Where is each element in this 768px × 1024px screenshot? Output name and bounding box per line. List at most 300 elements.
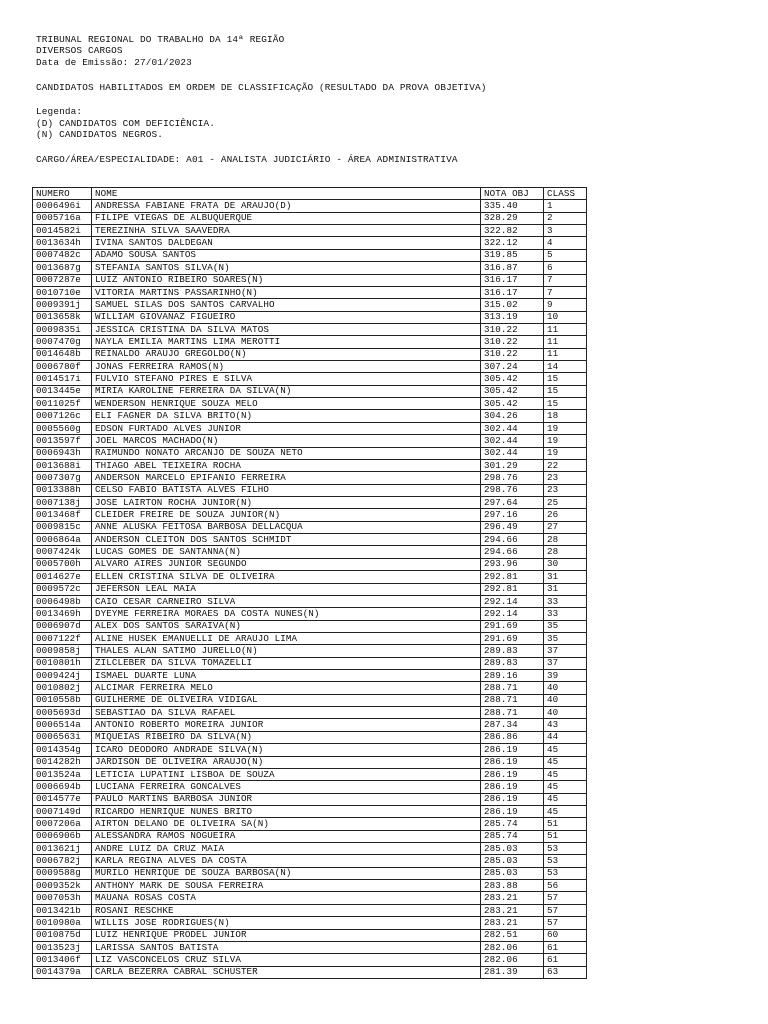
cell-numero: 0007126c (33, 410, 92, 422)
cell-nota-obj: 286.19 (481, 805, 544, 817)
table-row (33, 941, 587, 953)
cell-nota-obj: 302.44 (481, 422, 544, 434)
table-row (33, 682, 587, 694)
cell-nota-obj: 289.16 (481, 670, 544, 682)
table-row (33, 422, 587, 434)
table-row (33, 818, 587, 830)
cell-numero: 0010710e (33, 286, 92, 298)
cell-class: 45 (544, 756, 587, 768)
cell-class: 45 (544, 768, 587, 780)
table-row (33, 843, 587, 855)
cell-nota-obj: 316.17 (481, 286, 544, 298)
cell-numero: 0006864a (33, 534, 92, 546)
cell-class: 15 (544, 385, 587, 397)
cell-class: 18 (544, 410, 587, 422)
cell-nota-obj: 283.21 (481, 892, 544, 904)
cell-nota-obj: 316.87 (481, 262, 544, 274)
cell-nota-obj: 305.42 (481, 385, 544, 397)
table-row (33, 311, 587, 323)
cell-numero: 0007307g (33, 472, 92, 484)
cell-numero: 0013597f (33, 435, 92, 447)
cell-nota-obj: 322.12 (481, 237, 544, 249)
cell-class: 33 (544, 608, 587, 620)
cell-nome: NAYLA EMILIA MARTINS LIMA MEROTTI (92, 336, 481, 348)
cell-nota-obj: 316.17 (481, 274, 544, 286)
cell-nota-obj: 302.44 (481, 435, 544, 447)
cell-nome: RAIMUNDO NONATO ARCANJO DE SOUZA NETO (92, 447, 481, 459)
table-row (33, 336, 587, 348)
cell-nome: LUIZ HENRIQUE PRODEL JUNIOR (92, 929, 481, 941)
cell-class: 60 (544, 929, 587, 941)
cell-nota-obj: 292.81 (481, 571, 544, 583)
table-row (33, 534, 587, 546)
cell-nota-obj: 285.74 (481, 818, 544, 830)
table-row (33, 249, 587, 261)
cell-nota-obj: 285.03 (481, 867, 544, 879)
cell-class: 7 (544, 274, 587, 286)
cell-numero: 0013523j (33, 941, 92, 953)
cell-nota-obj: 286.19 (481, 781, 544, 793)
cell-nome: ANDRE LUIZ DA CRUZ MAIA (92, 843, 481, 855)
cell-numero: 0006907d (33, 620, 92, 632)
cell-nota-obj: 292.81 (481, 583, 544, 595)
table-row (33, 632, 587, 644)
cell-nota-obj: 298.76 (481, 472, 544, 484)
cell-numero: 0013621j (33, 843, 92, 855)
cell-class: 51 (544, 818, 587, 830)
cell-numero: 0010558b (33, 694, 92, 706)
cell-nota-obj: 297.16 (481, 509, 544, 521)
cell-class: 15 (544, 398, 587, 410)
table-row (33, 546, 587, 558)
table-row (33, 410, 587, 422)
cell-nome: THIAGO ABEL TEIXEIRA ROCHA (92, 459, 481, 471)
cell-class: 11 (544, 323, 587, 335)
cell-nota-obj: 319.85 (481, 249, 544, 261)
cell-nome: LIZ VASCONCELOS CRUZ SILVA (92, 954, 481, 966)
cell-nota-obj: 322.82 (481, 225, 544, 237)
table-row (33, 225, 587, 237)
cell-class: 53 (544, 867, 587, 879)
cell-numero: 0006694b (33, 781, 92, 793)
cell-nota-obj: 292.14 (481, 595, 544, 607)
cell-nome: CAIO CESAR CARNEIRO SILVA (92, 595, 481, 607)
cell-numero: 0014648b (33, 348, 92, 360)
cell-nota-obj: 297.64 (481, 496, 544, 508)
cell-class: 31 (544, 583, 587, 595)
cell-nota-obj: 283.21 (481, 904, 544, 916)
cell-nota-obj: 313.19 (481, 311, 544, 323)
cell-nome: ROSANI RESCHKE (92, 904, 481, 916)
table-row (33, 670, 587, 682)
cell-numero: 0014517i (33, 373, 92, 385)
cell-numero: 0010980a (33, 917, 92, 929)
cell-nome: PAULO MARTINS BARBOSA JUNIOR (92, 793, 481, 805)
cell-class: 27 (544, 521, 587, 533)
cell-nota-obj: 305.42 (481, 398, 544, 410)
table-row (33, 929, 587, 941)
cell-numero: 0013687g (33, 262, 92, 274)
cell-nome: WENDERSON HENRIQUE SOUZA MELO (92, 398, 481, 410)
cell-nome: JONAS FERREIRA RAMOS(N) (92, 361, 481, 373)
cell-nota-obj: 292.14 (481, 608, 544, 620)
cell-class: 19 (544, 435, 587, 447)
cell-class: 23 (544, 472, 587, 484)
cell-class: 39 (544, 670, 587, 682)
cell-nota-obj: 286.19 (481, 768, 544, 780)
table-row (33, 583, 587, 595)
cell-nota-obj: 293.96 (481, 558, 544, 570)
cell-nome: ELI FAGNER DA SILVA BRITO(N) (92, 410, 481, 422)
cell-numero: 0010802j (33, 682, 92, 694)
cell-class: 31 (544, 571, 587, 583)
institution-name: TRIBUNAL REGIONAL DO TRABALHO DA 14ª REGIÃO (36, 34, 285, 45)
table-row (33, 509, 587, 521)
table-header-row (33, 188, 587, 200)
cell-nota-obj: 285.03 (481, 843, 544, 855)
table-row (33, 484, 587, 496)
table-row (33, 385, 587, 397)
cell-nome: ALEX DOS SANTOS SARAIVA(N) (92, 620, 481, 632)
cell-nome: ANTHONY MARK DE SOUSA FERREIRA (92, 880, 481, 892)
cell-nota-obj: 282.51 (481, 929, 544, 941)
cell-nota-obj: 294.66 (481, 546, 544, 558)
cell-nome: CELSO FABIO BATISTA ALVES FILHO (92, 484, 481, 496)
cell-class: 4 (544, 237, 587, 249)
document-subtitle: DIVERSOS CARGOS (36, 45, 123, 56)
table-row (33, 398, 587, 410)
table-row (33, 744, 587, 756)
legend-title: Legenda: (36, 106, 83, 117)
cell-class: 28 (544, 546, 587, 558)
table-row (33, 620, 587, 632)
cell-nome: ANNE ALUSKA FEITOSA BARBOSA DELLACQUA (92, 521, 481, 533)
cell-class: 33 (544, 595, 587, 607)
cell-nome: ELLEN CRISTINA SILVA DE OLIVEIRA (92, 571, 481, 583)
table-row (33, 521, 587, 533)
table-row (33, 768, 587, 780)
cell-nome: JARDISON DE OLIVEIRA ARAUJO(N) (92, 756, 481, 768)
cell-numero: 0009352k (33, 880, 92, 892)
table-row (33, 781, 587, 793)
table-row (33, 472, 587, 484)
cell-class: 22 (544, 459, 587, 471)
cell-class: 35 (544, 620, 587, 632)
cell-nome: ANTONIO ROBERTO MOREIRA JUNIOR (92, 719, 481, 731)
table-row (33, 274, 587, 286)
cell-numero: 0010801h (33, 657, 92, 669)
cell-numero: 0006906b (33, 830, 92, 842)
cell-class: 61 (544, 954, 587, 966)
cell-nota-obj: 282.06 (481, 941, 544, 953)
cell-nota-obj: 286.19 (481, 756, 544, 768)
cell-class: 11 (544, 336, 587, 348)
cell-nota-obj: 335.40 (481, 200, 544, 212)
cell-nome: MIRIA KAROLINE FERREIRA DA SILVA(N) (92, 385, 481, 397)
cell-class: 6 (544, 262, 587, 274)
cell-class: 37 (544, 657, 587, 669)
column-header-nome: NOME (92, 188, 481, 200)
cell-class: 5 (544, 249, 587, 261)
cell-nota-obj: 288.71 (481, 694, 544, 706)
cell-nome: LETICIA LUPATINI LISBOA DE SOUZA (92, 768, 481, 780)
cell-nota-obj: 286.19 (481, 744, 544, 756)
cell-nota-obj: 288.71 (481, 707, 544, 719)
cell-class: 57 (544, 904, 587, 916)
cell-nota-obj: 283.88 (481, 880, 544, 892)
cell-nome: CARLA BEZERRA CABRAL SCHUSTER (92, 966, 481, 978)
table-row (33, 373, 587, 385)
cell-class: 63 (544, 966, 587, 978)
cell-class: 57 (544, 892, 587, 904)
cell-numero: 0007470g (33, 336, 92, 348)
cell-numero: 0006563i (33, 731, 92, 743)
cell-nome: MURILO HENRIQUE DE SOUZA BARBOSA(N) (92, 867, 481, 879)
cell-nome: LUCAS GOMES DE SANTANNA(N) (92, 546, 481, 558)
cell-nome: ALCIMAR FERREIRA MELO (92, 682, 481, 694)
table-row (33, 731, 587, 743)
cell-nota-obj: 310.22 (481, 336, 544, 348)
cell-class: 37 (544, 645, 587, 657)
cell-class: 19 (544, 422, 587, 434)
cell-nota-obj: 289.83 (481, 645, 544, 657)
cell-class: 30 (544, 558, 587, 570)
cell-class: 7 (544, 286, 587, 298)
cell-numero: 0013658k (33, 311, 92, 323)
cell-class: 45 (544, 793, 587, 805)
cell-nome: LARISSA SANTOS BATISTA (92, 941, 481, 953)
cell-nome: SAMUEL SILAS DOS SANTOS CARVALHO (92, 299, 481, 311)
cell-nota-obj: 310.22 (481, 323, 544, 335)
cell-nome: ALVARO AIRES JUNIOR SEGUNDO (92, 558, 481, 570)
cell-nome: VITORIA MARTINS PASSARINHO(N) (92, 286, 481, 298)
table-row (33, 867, 587, 879)
cell-numero: 0007424k (33, 546, 92, 558)
cell-numero: 0007287e (33, 274, 92, 286)
table-row (33, 212, 587, 224)
cell-nota-obj: 296.49 (481, 521, 544, 533)
cell-numero: 0013469h (33, 608, 92, 620)
cell-nome: FULVIO STEFANO PIRES E SILVA (92, 373, 481, 385)
cell-nome: ALESSANDRA RAMOS NOGUEIRA (92, 830, 481, 842)
cell-numero: 0007053h (33, 892, 92, 904)
table-row (33, 286, 587, 298)
table-row (33, 435, 587, 447)
cell-class: 3 (544, 225, 587, 237)
cell-numero: 0007122f (33, 632, 92, 644)
cell-class: 56 (544, 880, 587, 892)
cell-numero: 0006496i (33, 200, 92, 212)
cell-numero: 0014379a (33, 966, 92, 978)
cell-class: 45 (544, 744, 587, 756)
cell-nota-obj: 301.29 (481, 459, 544, 471)
cell-class: 57 (544, 917, 587, 929)
cell-nome: THALES ALAN SATIMO JURELLO(N) (92, 645, 481, 657)
cell-numero: 0006514a (33, 719, 92, 731)
cell-class: 61 (544, 941, 587, 953)
cell-numero: 0009588g (33, 867, 92, 879)
cell-nome: GUILHERME DE OLIVEIRA VIDIGAL (92, 694, 481, 706)
table-row (33, 571, 587, 583)
cell-nome: ANDRESSA FABIANE FRATA DE ARAUJO(D) (92, 200, 481, 212)
emission-date: Data de Emissão: 27/01/2023 (36, 57, 192, 68)
cell-numero: 0013406f (33, 954, 92, 966)
table-row (33, 756, 587, 768)
cell-nota-obj: 307.24 (481, 361, 544, 373)
cell-numero: 0009391j (33, 299, 92, 311)
table-row (33, 657, 587, 669)
table-row (33, 200, 587, 212)
cell-nome: WILLIS JOSE RODRIGUES(N) (92, 917, 481, 929)
cell-nome: ADAMO SOUSA SANTOS (92, 249, 481, 261)
cell-nome: EDSON FURTADO ALVES JUNIOR (92, 422, 481, 434)
cell-nota-obj: 288.71 (481, 682, 544, 694)
cell-numero: 0007206a (33, 818, 92, 830)
table-row (33, 880, 587, 892)
cell-nota-obj: 310.22 (481, 348, 544, 360)
cell-nota-obj: 285.03 (481, 855, 544, 867)
table-row (33, 904, 587, 916)
cell-nota-obj: 302.44 (481, 447, 544, 459)
table-row (33, 558, 587, 570)
table-row (33, 793, 587, 805)
cell-numero: 0013421b (33, 904, 92, 916)
table-row (33, 917, 587, 929)
cell-class: 43 (544, 719, 587, 731)
cell-nome: LUIZ ANTONIO RIBEIRO SOARES(N) (92, 274, 481, 286)
cell-numero: 0005560g (33, 422, 92, 434)
cell-numero: 0007482c (33, 249, 92, 261)
table-row (33, 694, 587, 706)
cell-class: 11 (544, 348, 587, 360)
cell-nota-obj: 286.19 (481, 793, 544, 805)
cell-nota-obj: 287.34 (481, 719, 544, 731)
table-row (33, 496, 587, 508)
cell-numero: 0009424j (33, 670, 92, 682)
cell-class: 25 (544, 496, 587, 508)
cell-nome: JEFERSON LEAL MAIA (92, 583, 481, 595)
cell-nota-obj: 305.42 (481, 373, 544, 385)
cell-numero: 0013445e (33, 385, 92, 397)
cell-numero: 0014354g (33, 744, 92, 756)
cell-nome: MAUANA ROSAS COSTA (92, 892, 481, 904)
cell-nome: JESSICA CRISTINA DA SILVA MATOS (92, 323, 481, 335)
cell-numero: 0014282h (33, 756, 92, 768)
cell-class: 40 (544, 707, 587, 719)
cell-class: 23 (544, 484, 587, 496)
cell-nome: ALINE HUSEK EMANUELLI DE ARAUJO LIMA (92, 632, 481, 644)
cell-numero: 0005693d (33, 707, 92, 719)
cell-class: 14 (544, 361, 587, 373)
table-row (33, 805, 587, 817)
cell-numero: 0009815c (33, 521, 92, 533)
cell-numero: 0009858j (33, 645, 92, 657)
cell-numero: 0013468f (33, 509, 92, 521)
table-row (33, 645, 587, 657)
cell-nome: RICARDO HENRIQUE NUNES BRITO (92, 805, 481, 817)
cell-numero: 0013388h (33, 484, 92, 496)
results-table (32, 187, 587, 979)
cell-numero: 0009835i (33, 323, 92, 335)
cell-nome: FILIPE VIEGAS DE ALBUQUERQUE (92, 212, 481, 224)
cell-class: 51 (544, 830, 587, 842)
cell-nome: ANDERSON MARCELO EPIFANIO FERREIRA (92, 472, 481, 484)
cell-nota-obj: 283.21 (481, 917, 544, 929)
cell-nome: STEFANIA SANTOS SILVA(N) (92, 262, 481, 274)
cell-numero: 0014627e (33, 571, 92, 583)
cell-numero: 0006498b (33, 595, 92, 607)
cell-numero: 0006780f (33, 361, 92, 373)
cell-nome: JOEL MARCOS MACHADO(N) (92, 435, 481, 447)
document-title: CANDIDATOS HABILITADOS EM ORDEM DE CLASSIFICAÇÃO (RESULTADO DA PROVA OBJETIVA) (36, 82, 487, 93)
table-row (33, 323, 587, 335)
cell-nome: MIQUEIAS RIBEIRO DA SILVA(N) (92, 731, 481, 743)
cell-nome: TEREZINHA SILVA SAAVEDRA (92, 225, 481, 237)
cell-class: 10 (544, 311, 587, 323)
cell-nome: SEBASTIAO DA SILVA RAFAEL (92, 707, 481, 719)
cell-nota-obj: 304.26 (481, 410, 544, 422)
cell-class: 53 (544, 843, 587, 855)
cell-nota-obj: 328.29 (481, 212, 544, 224)
table-row (33, 447, 587, 459)
cell-nome: CLEIDER FREIRE DE SOUZA JUNIOR(N) (92, 509, 481, 521)
cell-numero: 0009572c (33, 583, 92, 595)
cell-nota-obj: 289.83 (481, 657, 544, 669)
cell-numero: 0013688i (33, 459, 92, 471)
cell-numero: 0005716a (33, 212, 92, 224)
cell-nome: IVINA SANTOS DALDEGAN (92, 237, 481, 249)
table-row (33, 348, 587, 360)
cell-class: 19 (544, 447, 587, 459)
table-row (33, 855, 587, 867)
table-row (33, 608, 587, 620)
cell-nome: ANDERSON CLEITON DOS SANTOS SCHMIDT (92, 534, 481, 546)
cell-nome: WILLIAM GIOVANAZ FIGUEIRO (92, 311, 481, 323)
cell-numero: 0013524a (33, 768, 92, 780)
table-row (33, 707, 587, 719)
cell-class: 40 (544, 682, 587, 694)
table-row (33, 299, 587, 311)
table-row (33, 966, 587, 978)
cell-nome: LUCIANA FERREIRA GONCALVES (92, 781, 481, 793)
cell-nota-obj: 298.76 (481, 484, 544, 496)
cell-nota-obj: 294.66 (481, 534, 544, 546)
cell-numero: 0007149d (33, 805, 92, 817)
cell-numero: 0006943h (33, 447, 92, 459)
table-row (33, 719, 587, 731)
cell-nota-obj: 281.39 (481, 966, 544, 978)
cell-class: 2 (544, 212, 587, 224)
cell-nome: KARLA REGINA ALVES DA COSTA (92, 855, 481, 867)
cell-class: 44 (544, 731, 587, 743)
cell-nota-obj: 291.69 (481, 632, 544, 644)
cell-class: 40 (544, 694, 587, 706)
cell-nome: REINALDO ARAUJO GREGOLDO(N) (92, 348, 481, 360)
cell-nome: AIRTON DELANO DE OLIVEIRA SA(N) (92, 818, 481, 830)
cell-numero: 0005700h (33, 558, 92, 570)
cell-numero: 0014577e (33, 793, 92, 805)
cell-numero: 0013634h (33, 237, 92, 249)
cell-numero: 0011025f (33, 398, 92, 410)
column-header-class: CLASS (544, 188, 587, 200)
column-header-numero: NUMERO (33, 188, 92, 200)
table-row (33, 830, 587, 842)
table-body (33, 200, 587, 979)
cell-nota-obj: 315.02 (481, 299, 544, 311)
cell-class: 53 (544, 855, 587, 867)
legend-deficiency: (D) CANDIDATOS COM DEFICIÊNCIA. (36, 118, 216, 129)
table-row (33, 262, 587, 274)
